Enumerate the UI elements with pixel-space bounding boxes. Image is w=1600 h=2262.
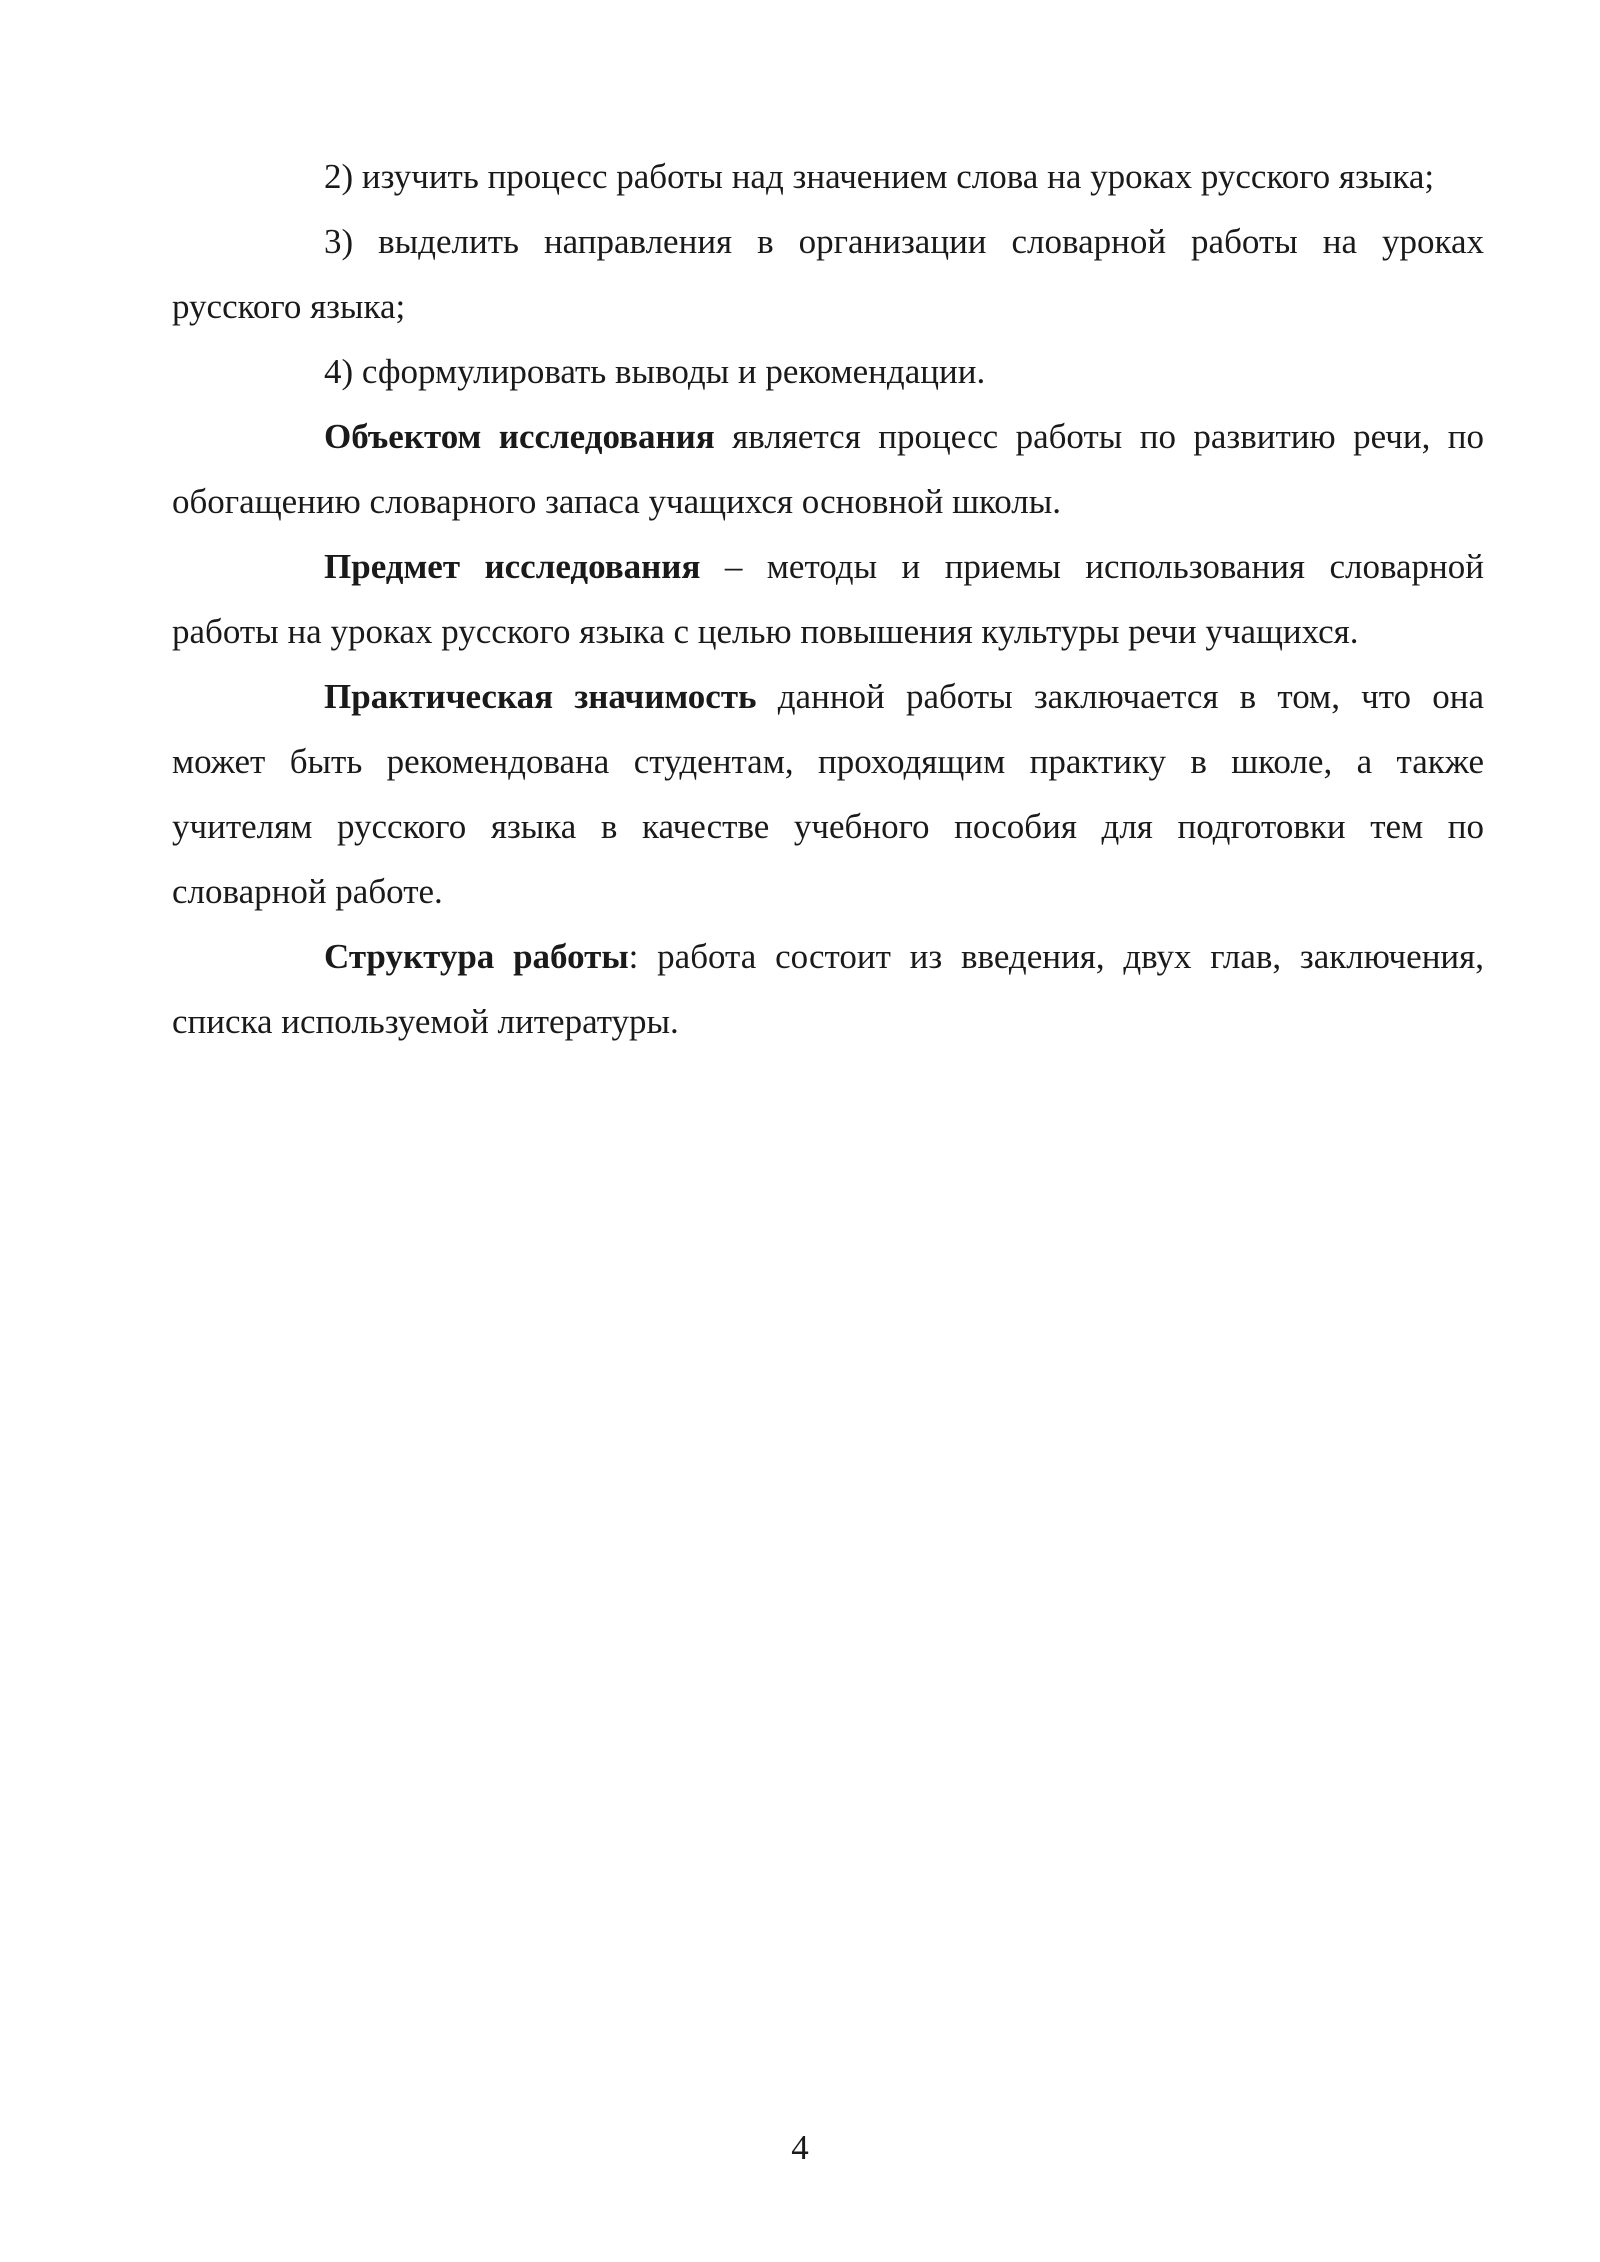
page-number: 4 xyxy=(791,2128,809,2167)
task-item-4 xyxy=(172,339,1484,404)
page-body xyxy=(172,144,1484,1054)
task-item-4-text: 4) сформулировать выводы и рекомендации. xyxy=(324,352,986,391)
research-subject-paragraph xyxy=(172,534,1484,664)
work-structure-term: Структура работы xyxy=(324,937,629,976)
research-subject-term: Предмет исследования xyxy=(324,547,701,586)
task-item-3-text: 3) выделить направления в организации словарной работы на уроках русского языка; xyxy=(172,222,1484,326)
practical-significance-paragraph xyxy=(172,664,1484,924)
practical-significance-term: Практическая значимость xyxy=(324,677,757,716)
research-object-paragraph xyxy=(172,404,1484,534)
work-structure-text: : работа состоит из введения, двух глав, заключения, списка используемой литературы. xyxy=(172,937,1484,1041)
task-item-2 xyxy=(172,144,1484,209)
research-object-text: является процесс работы по развитию речи, по обогащению словарного запаса учащихся основной школы. xyxy=(172,417,1485,521)
work-structure-paragraph xyxy=(172,924,1484,1054)
task-item-3 xyxy=(172,209,1484,339)
practical-significance-text: данной работы заключается в том, что она может быть рекомендована студентам, проходящим практику в школе, а также учителям русского языка в качестве учебного пособия для подготовки тем по словарной работе. xyxy=(172,677,1484,911)
research-subject-text: – методы и приемы использования словарной работы на уроках русского языка с целью повышения культуры речи учащихся. xyxy=(172,547,1485,651)
research-object-term: Объектом исследования xyxy=(324,417,715,456)
task-item-2-text: 2) изучить процесс работы над значением слова на уроках русского языка; xyxy=(324,157,1435,196)
